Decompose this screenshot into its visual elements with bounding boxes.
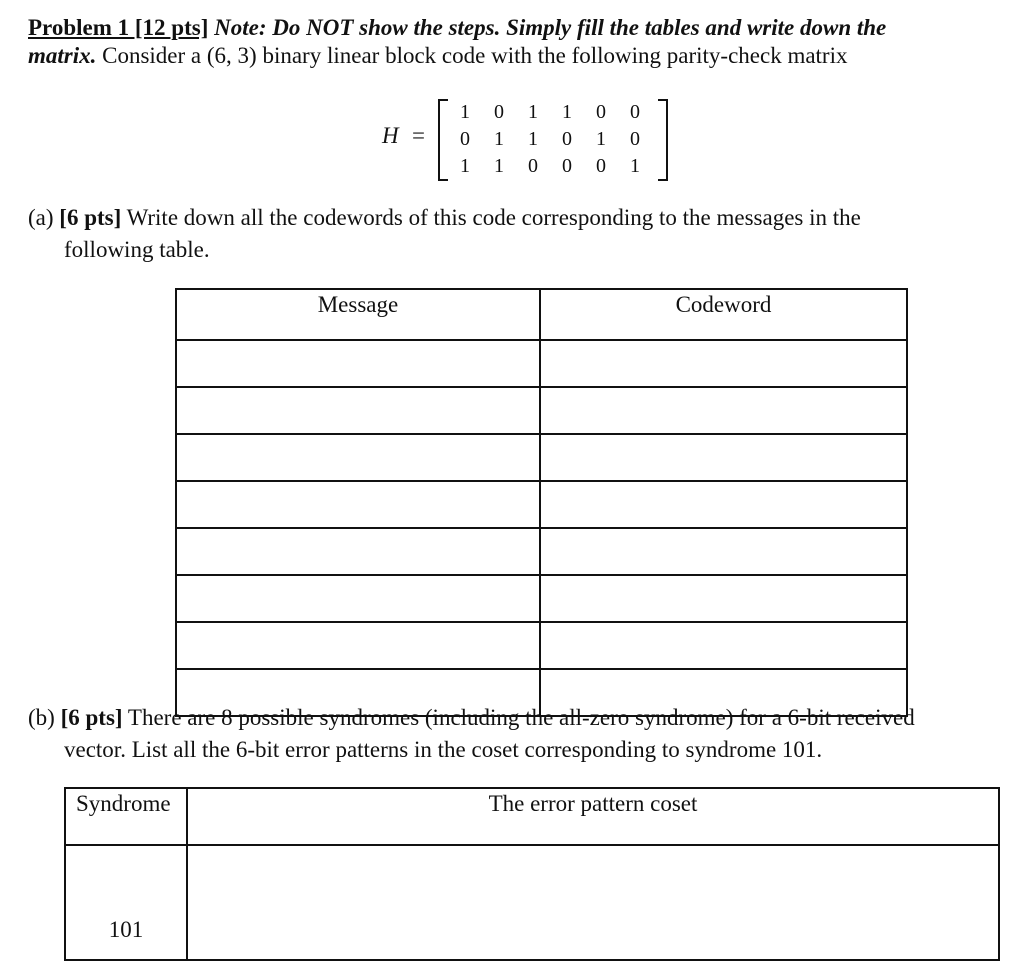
codeword-table: [175, 288, 908, 717]
message-header: Message: [176, 289, 540, 340]
codeword-table-row: [176, 528, 907, 575]
matrix-entry: 0: [460, 128, 470, 150]
matrix-entry: 0: [630, 101, 640, 123]
matrix-entry: 0: [562, 128, 572, 150]
matrix-equals: =: [412, 123, 425, 148]
matrix-label: H: [382, 123, 399, 148]
message-cell[interactable]: [176, 481, 540, 528]
syndrome-table-header: [65, 788, 999, 845]
message-cell[interactable]: [176, 622, 540, 669]
matrix-entry: 1: [460, 101, 470, 123]
matrix-entry: 1: [494, 128, 504, 150]
matrix-entry: 1: [596, 128, 606, 150]
error-pattern-header: The error pattern coset: [187, 788, 999, 845]
matrix-entries: [448, 99, 652, 180]
matrix-entry: 1: [562, 101, 572, 123]
part-a-marker: (a): [28, 205, 60, 230]
matrix-left-bracket: [438, 99, 448, 181]
part-b-line2: [64, 736, 822, 764]
message-cell[interactable]: [176, 387, 540, 434]
codeword-table-row: [176, 575, 907, 622]
parity-check-matrix: [382, 95, 702, 181]
matrix-entry: 1: [528, 128, 538, 150]
part-b-line1: [28, 704, 915, 732]
codeword-cell[interactable]: [540, 434, 907, 481]
part-b-text-cont: vector. List all the 6-bit error patterns in the coset corresponding to syndrome 101.: [64, 737, 823, 762]
problem-intro-line: [28, 42, 847, 70]
codeword-table-row: [176, 387, 907, 434]
part-a-text: Write down all the codewords of this code corresponding to the messages in the: [121, 205, 861, 230]
syndrome-header: Syndrome: [65, 788, 187, 845]
matrix-entry: 1: [494, 155, 504, 177]
part-a-line2: [64, 236, 210, 264]
problem-intro: Consider a (6, 3) binary linear block code with the following parity-check matrix: [96, 43, 848, 68]
problem-note-continued: matrix.: [28, 43, 97, 68]
codeword-table-row: [176, 481, 907, 528]
matrix-entry: 1: [460, 155, 470, 177]
part-b-marker: (b): [28, 705, 61, 730]
codeword-cell[interactable]: [540, 622, 907, 669]
part-a-line1: [28, 204, 861, 232]
problem-header-line: [28, 14, 886, 42]
codeword-header: Codeword: [540, 289, 907, 340]
error-pattern-cell[interactable]: [187, 845, 999, 960]
matrix-entry: 1: [528, 101, 538, 123]
part-a-points: [6 pts]: [59, 205, 122, 230]
matrix-entry: 0: [630, 128, 640, 150]
syndrome-cell: 101: [65, 845, 187, 960]
codeword-table-row: [176, 434, 907, 481]
message-cell[interactable]: [176, 434, 540, 481]
message-cell[interactable]: [176, 528, 540, 575]
codeword-table-header: [176, 289, 907, 340]
message-cell[interactable]: [176, 575, 540, 622]
codeword-cell[interactable]: [540, 575, 907, 622]
codeword-table-row: [176, 340, 907, 387]
syndrome-table-row: [65, 845, 999, 960]
matrix-entry: 0: [596, 155, 606, 177]
message-cell[interactable]: [176, 340, 540, 387]
matrix-entry: 0: [528, 155, 538, 177]
part-b-points: [6 pts]: [60, 705, 123, 730]
codeword-cell[interactable]: [540, 528, 907, 575]
codeword-table-row: [176, 622, 907, 669]
problem-heading: Problem 1 [12 pts]: [28, 15, 209, 40]
part-a-text-cont: following table.: [64, 237, 210, 262]
part-b-text: There are 8 possible syndromes (including the all-zero syndrome) for a 6-bit received: [122, 705, 915, 730]
matrix-entry: 1: [630, 155, 640, 177]
matrix-right-bracket: [658, 99, 668, 181]
codeword-cell[interactable]: [540, 387, 907, 434]
problem-note: Note: Do NOT show the steps. Simply fill the tables and write down the: [208, 15, 887, 40]
syndrome-table: [64, 787, 1000, 961]
codeword-cell[interactable]: [540, 340, 907, 387]
matrix-entry: 0: [562, 155, 572, 177]
matrix-entry: 0: [596, 101, 606, 123]
matrix-entry: 0: [494, 101, 504, 123]
codeword-cell[interactable]: [540, 481, 907, 528]
